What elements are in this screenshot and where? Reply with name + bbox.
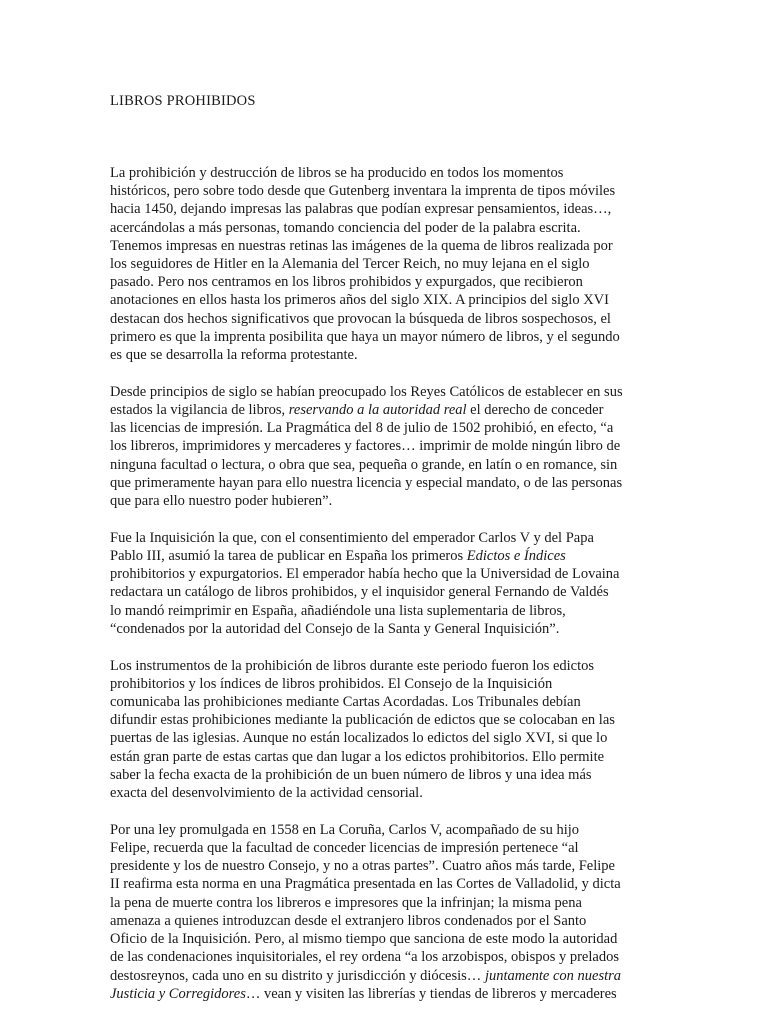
text-line	[110, 492, 660, 510]
text-line	[110, 346, 660, 364]
text-line	[110, 419, 660, 437]
text-line	[110, 200, 660, 218]
text-run: están gran parte de estas cartas que dan lugar a los edictos prohibitorios. Ello permite	[110, 748, 605, 765]
text-line	[110, 565, 660, 583]
text-run: es que se desarrolla la reforma protestante.	[110, 347, 358, 364]
italic-text: Justicia y Corregidores	[110, 985, 246, 1002]
text-run: los libreros, imprimidores y mercaderes y factores… imprimir de molde ningún libro de	[110, 438, 621, 455]
text-run: Por una ley promulgada en 1558 en La Coruña, Carlos V, acompañado de su hijo	[110, 821, 580, 838]
text-line	[110, 291, 660, 309]
text-run: los seguidores de Hitler en la Alemania del Tercer Reich, no muy lejana en el siglo	[110, 256, 590, 273]
text-line	[110, 602, 660, 620]
text-run: presidente y los de nuestro Consejo, y no a otras partes”. Cuatro años más tarde, Felipe	[110, 858, 615, 875]
text-run: Fue la Inquisición la que, con el consentimiento del emperador Carlos V y del Papa	[110, 529, 594, 546]
text-line	[110, 711, 660, 729]
italic-text: reservando a la autoridad real	[288, 402, 467, 419]
text-line	[110, 766, 660, 784]
text-run: las licencias de impresión. La Pragmática del 8 de julio de 1502 prohibió, en efecto, “a	[110, 420, 614, 437]
text-line	[110, 529, 660, 547]
text-run: primero es que la imprenta posibilita que haya un mayor número de libros, y el segundo	[110, 328, 620, 345]
text-run: estados la vigilancia de libros,	[110, 402, 289, 419]
text-line	[110, 948, 660, 966]
text-line	[110, 912, 660, 930]
text-run: exacta del desenvolvimiento de la actividad censorial.	[110, 785, 423, 802]
text-run: prohibitorios y los índices de libros prohibidos. El Consejo de la Inquisición	[110, 675, 553, 692]
text-run: Desde principios de siglo se habían preocupado los Reyes Católicos de establecer en sus	[110, 383, 623, 400]
text-run: destacan dos hechos significativos que provocan la búsqueda de libros sospechosos, el	[110, 310, 611, 327]
text-line	[110, 729, 660, 747]
text-line	[110, 967, 660, 985]
italic-text: juntamente con nuestra	[484, 967, 622, 984]
paragraph	[110, 821, 660, 1003]
text-run: destosreynos, cada uno en su distrito y jurisdicción y diócesis…	[110, 967, 485, 984]
text-line	[110, 748, 660, 766]
paragraph	[110, 657, 660, 803]
text-line	[110, 383, 660, 401]
text-run: redactara un catálogo de libros prohibidos, y el inquisidor general Fernando de Valdés	[110, 584, 609, 601]
text-line	[110, 328, 660, 346]
text-run: de las condenaciones inquisitoriales, el rey ordena “a los arzobispos, obispos y prelados	[110, 949, 619, 966]
text-line	[110, 273, 660, 291]
text-line	[110, 547, 660, 565]
text-run: Felipe, recuerda que la facultad de conceder licencias de impresión pertenece “al	[110, 840, 579, 857]
text-run: que primeramente hayan para ello nuestra licencia y especial mandato, o de las personas	[110, 474, 623, 491]
text-run: históricos, pero sobre todo desde que Gutenberg inventara la imprenta de tipos móviles	[110, 183, 616, 200]
italic-text: Edictos e Índices	[466, 548, 566, 565]
text-line	[110, 857, 660, 875]
text-line	[110, 437, 660, 455]
text-run: Tenemos impresas en nuestras retinas las imágenes de la quema de libros realizada por	[110, 237, 613, 254]
text-line	[110, 583, 660, 601]
document-body	[110, 164, 660, 1003]
text-line	[110, 675, 660, 693]
text-line	[110, 657, 660, 675]
text-run: La prohibición y destrucción de libros se ha producido en todos los momentos	[110, 165, 564, 181]
text-line	[110, 839, 660, 857]
text-run: Pablo III, asumió la tarea de publicar en España los primeros	[110, 548, 467, 565]
text-line	[110, 237, 660, 255]
text-run: “condenados por la autoridad del Consejo de la Santa y General Inquisición”.	[110, 620, 560, 637]
text-line	[110, 930, 660, 948]
paragraph	[110, 383, 660, 510]
text-line	[110, 875, 660, 893]
text-run: anotaciones en ellos hasta los primeros años del siglo XIX. A principios del siglo XVI	[110, 292, 609, 309]
paragraph	[110, 529, 660, 638]
text-run: saber la fecha exacta de la prohibición de un buen número de libros y una idea más	[110, 766, 592, 783]
text-run: difundir estas prohibiciones mediante la publicación de edictos que se colocaban en las	[110, 712, 615, 729]
text-run: II reafirma esta norma en una Pragmática presentada en las Cortes de Valladolid, y dicta	[110, 876, 621, 893]
text-line	[110, 182, 660, 200]
text-line	[110, 255, 660, 273]
text-run: lo mandó reimprimir en España, añadiéndole una lista suplementaria de libros,	[110, 602, 566, 619]
text-run: la pena de muerte contra los libreros e impresores que la infrinjan; la misma pena	[110, 894, 582, 911]
text-run: ninguna facultad o lectura, o obra que sea, pequeña o grande, en latín o en romance, sin	[110, 456, 618, 473]
text-line	[110, 620, 660, 638]
text-run: prohibitorios y expurgatorios. El emperador había hecho que la Universidad de Lovaina	[110, 566, 620, 583]
text-line	[110, 474, 660, 492]
text-run: acercándolas a más personas, tomando conciencia del poder de la palabra escrita.	[110, 219, 581, 236]
text-run: … vean y visiten las librerías y tiendas de libreros y mercaderes	[245, 985, 617, 1002]
text-line	[110, 894, 660, 912]
text-run: pasado. Pero nos centramos en los libros prohibidos y expurgados, que recibieron	[110, 274, 583, 291]
text-line	[110, 693, 660, 711]
text-run: puertas de las iglesias. Aunque no están localizados lo edictos del siglo XVI, si que lo	[110, 730, 608, 747]
text-run: el derecho de conceder	[466, 402, 604, 419]
text-run: que para ello nuestro poder hubieren”.	[110, 493, 333, 510]
document-title: LIBROS PROHIBIDOS	[110, 93, 256, 109]
text-line	[110, 310, 660, 328]
text-line	[110, 219, 660, 237]
text-line	[110, 821, 660, 839]
text-run: comunicaba las prohibiciones mediante Cartas Acordadas. Los Tribunales debían	[110, 694, 581, 711]
text-line	[110, 456, 660, 474]
text-run: hacia 1450, dejando impresas las palabras que podían expresar pensamientos, ideas…,	[110, 201, 612, 218]
text-run: Los instrumentos de la prohibición de libros durante este periodo fueron los edictos	[110, 657, 595, 674]
text-run: Oficio de la Inquisición. Pero, al mismo tiempo que sanciona de este modo la autoridad	[110, 931, 618, 948]
text-run: amenaza a quienes introduzcan desde el extranjero libros condenados por el Santo	[110, 912, 587, 929]
text-line	[110, 985, 660, 1003]
paragraph	[110, 164, 660, 364]
text-line	[110, 164, 660, 182]
text-line	[110, 784, 660, 802]
text-line	[110, 401, 660, 419]
